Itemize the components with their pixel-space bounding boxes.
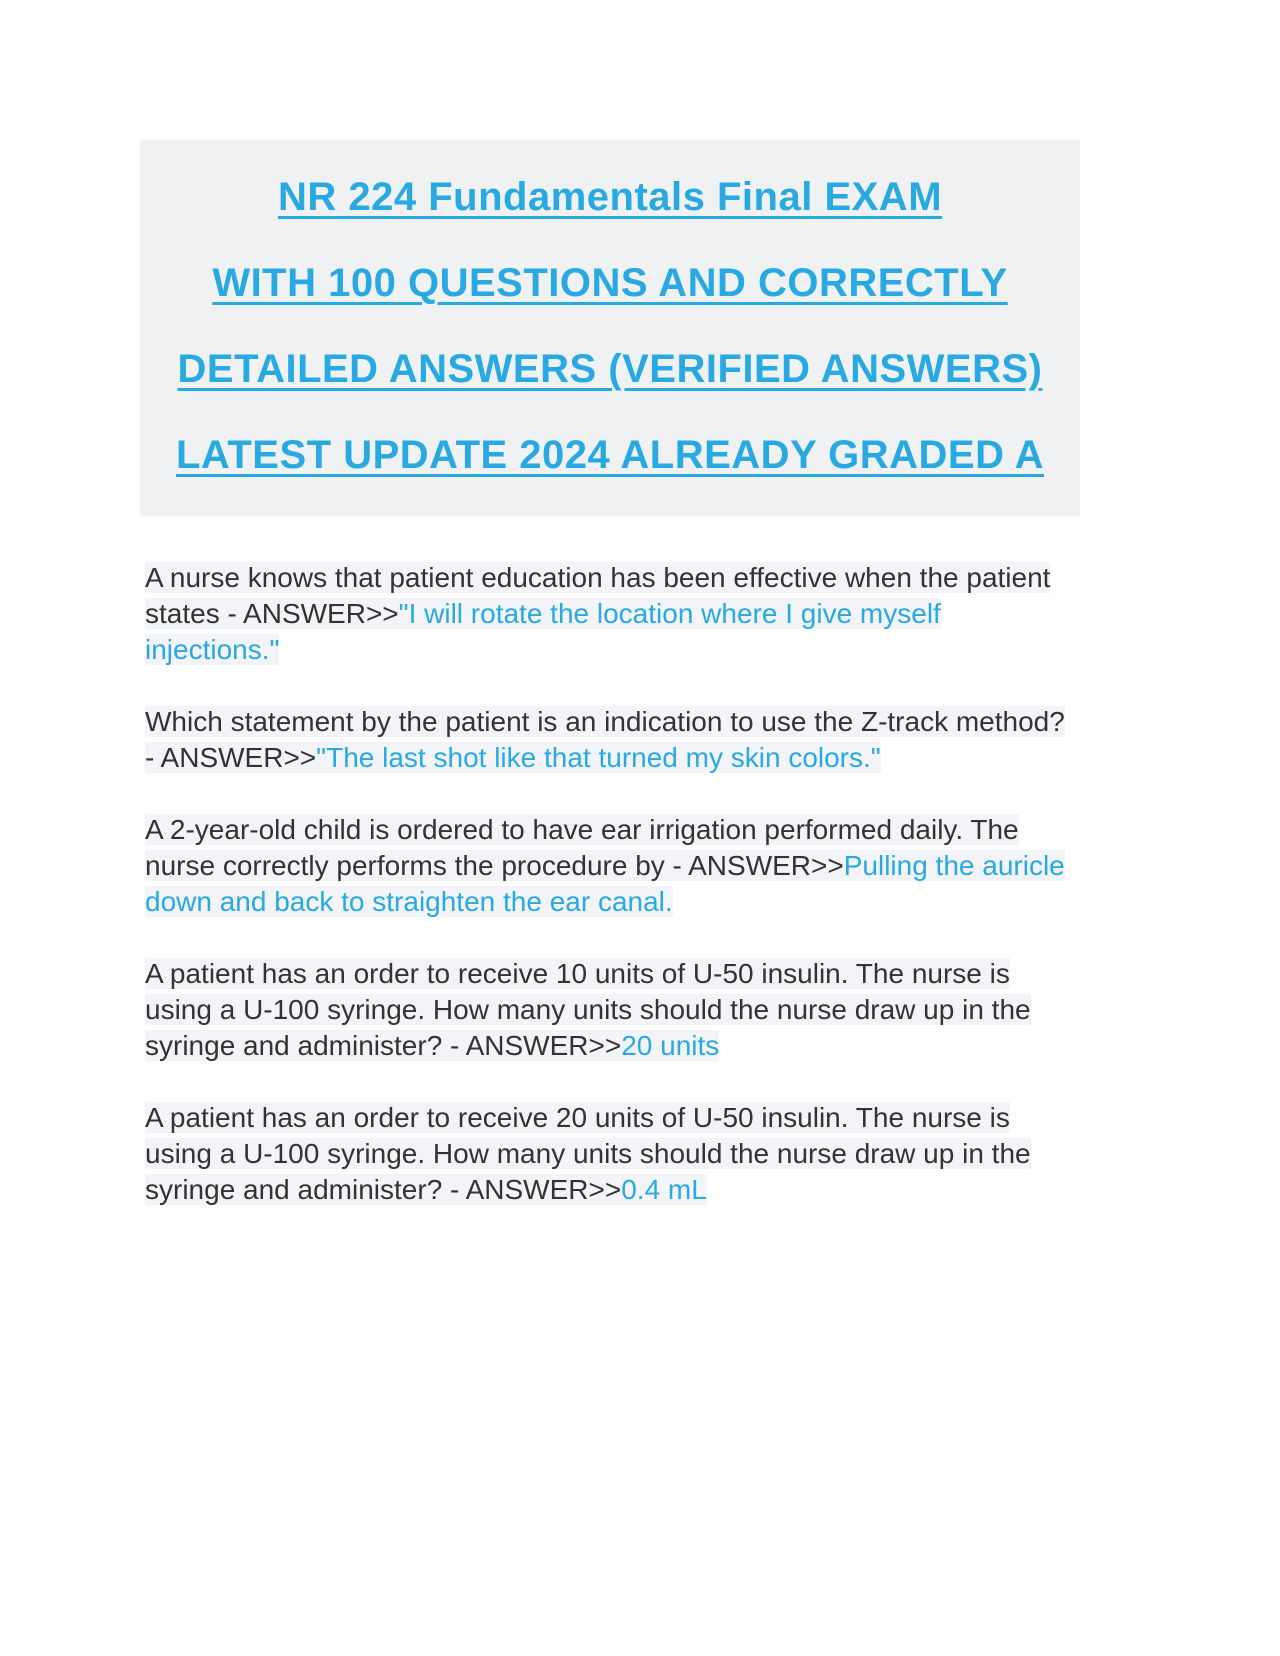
answer-text: "I will rotate the location where I give myself injections." [145,598,941,665]
question-text: A patient has an order to receive 20 units of U-50 insulin. The nurse is using a U-100 syringe. How many units should the nurse draw up in the syringe and administer? - ANSWER>> [145,1102,1031,1205]
document-body [145,560,1080,1244]
title-line-4 [150,412,1070,498]
title-line-4-text: LATEST UPDATE 2024 ALREADY GRADED A [176,433,1044,477]
qa-paragraph-3 [145,812,1080,920]
answer-text: 0.4 mL [621,1174,707,1205]
title-line-2 [150,240,1070,326]
question-text: A nurse knows that patient education has been effective when the patient states - ANSWER>> [145,562,1051,629]
question-text: A patient has an order to receive 10 units of U-50 insulin. The nurse is using a U-100 syringe. How many units should the nurse draw up in the syringe and administer? - ANSWER>> [145,958,1031,1061]
answer-text: 20 units [621,1030,720,1061]
title-line-1-text: NR 224 Fundamentals Final EXAM [277,175,943,219]
title-box [140,140,1080,516]
title-line-3-text: DETAILED ANSWERS (VERIFIED ANSWERS) [177,347,1043,391]
answer-text: "The last shot like that turned my skin colors." [316,742,881,773]
title-line-3 [150,326,1070,412]
answer-text: Pulling the auricle down and back to straighten the ear canal. [145,850,1065,917]
qa-paragraph-5 [145,1100,1080,1208]
qa-paragraph-2 [145,704,1080,776]
question-text: A 2-year-old child is ordered to have ear irrigation performed daily. The nurse correctly performs the procedure by - ANSWER>> [145,814,1019,881]
question-text: Which statement by the patient is an indication to use the Z-track method? - ANSWER>> [145,706,1065,773]
qa-paragraph-4 [145,956,1080,1064]
qa-paragraph-1 [145,560,1080,668]
title-line-2-text: WITH 100 QUESTIONS AND CORRECTLY [212,261,1008,305]
title-line-1 [150,154,1070,240]
